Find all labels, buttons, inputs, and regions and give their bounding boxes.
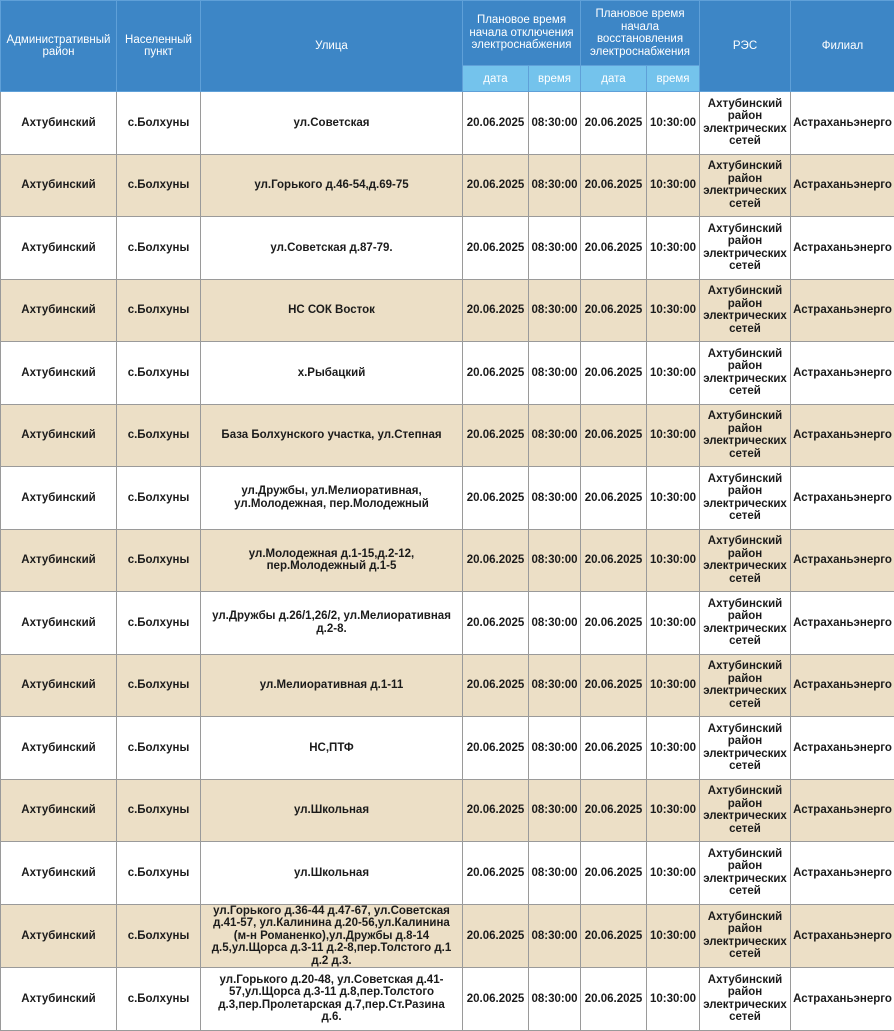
- cell-on-date: 20.06.2025: [581, 968, 647, 1031]
- cell-locality: с.Болхуны: [117, 342, 201, 405]
- cell-street: ул.Советская: [201, 92, 463, 155]
- cell-on-date: 20.06.2025: [581, 717, 647, 780]
- cell-street: ул.Молодежная д.1-15,д.2-12, пер.Молодежный д.1-5: [201, 529, 463, 592]
- cell-district: Ахтубинский: [1, 404, 117, 467]
- cell-district: Ахтубинский: [1, 592, 117, 655]
- cell-locality: с.Болхуны: [117, 717, 201, 780]
- cell-branch: Астраханьэнерго: [791, 342, 894, 405]
- cell-off-time: 08:30:00: [529, 92, 581, 155]
- cell-on-date: 20.06.2025: [581, 92, 647, 155]
- cell-on-date: 20.06.2025: [581, 404, 647, 467]
- cell-res: Ахтубинский район электрических сетей: [700, 529, 791, 592]
- cell-off-time: 08:30:00: [529, 467, 581, 530]
- table-row: [1, 717, 894, 780]
- cell-off-date: 20.06.2025: [463, 279, 529, 342]
- cell-on-time: 10:30:00: [647, 968, 700, 1031]
- header-street: Улица: [201, 1, 463, 92]
- cell-off-time: 08:30:00: [529, 654, 581, 717]
- cell-off-time: 08:30:00: [529, 529, 581, 592]
- subheader-on-time: время: [647, 66, 700, 92]
- table-row: [1, 592, 894, 655]
- cell-street: ул.Дружбы, ул.Мелиоративная, ул.Молодежная, пер.Молодежный: [201, 467, 463, 530]
- cell-off-date: 20.06.2025: [463, 779, 529, 842]
- header-row: [1, 1, 894, 66]
- cell-res: Ахтубинский район электрических сетей: [700, 467, 791, 530]
- cell-district: Ахтубинский: [1, 842, 117, 905]
- cell-district: Ахтубинский: [1, 779, 117, 842]
- cell-on-time: 10:30:00: [647, 217, 700, 280]
- table-row: [1, 342, 894, 405]
- cell-on-time: 10:30:00: [647, 279, 700, 342]
- table-row: [1, 842, 894, 905]
- table-row: [1, 92, 894, 155]
- cell-on-date: 20.06.2025: [581, 654, 647, 717]
- cell-on-time: 10:30:00: [647, 342, 700, 405]
- cell-res: Ахтубинский район электрических сетей: [700, 217, 791, 280]
- cell-on-date: 20.06.2025: [581, 154, 647, 217]
- cell-locality: с.Болхуны: [117, 154, 201, 217]
- cell-on-date: 20.06.2025: [581, 279, 647, 342]
- table-header: [1, 1, 894, 92]
- subheader-off-date: дата: [463, 66, 529, 92]
- cell-off-time: 08:30:00: [529, 717, 581, 780]
- cell-off-time: 08:30:00: [529, 342, 581, 405]
- cell-locality: с.Болхуны: [117, 529, 201, 592]
- cell-branch: Астраханьэнерго: [791, 92, 894, 155]
- cell-street: ул.Мелиоративная д.1-11: [201, 654, 463, 717]
- cell-locality: с.Болхуны: [117, 592, 201, 655]
- cell-res: Ахтубинский район электрических сетей: [700, 904, 791, 968]
- cell-off-time: 08:30:00: [529, 154, 581, 217]
- cell-res: Ахтубинский район электрических сетей: [700, 717, 791, 780]
- cell-on-time: 10:30:00: [647, 592, 700, 655]
- cell-off-date: 20.06.2025: [463, 154, 529, 217]
- cell-street: ул.Школьная: [201, 779, 463, 842]
- cell-off-date: 20.06.2025: [463, 592, 529, 655]
- header-admin-district: Административный район: [1, 1, 117, 92]
- table-row: [1, 779, 894, 842]
- cell-locality: с.Болхуны: [117, 217, 201, 280]
- cell-district: Ахтубинский: [1, 467, 117, 530]
- cell-street: База Болхунского участка, ул.Степная: [201, 404, 463, 467]
- header-locality: Населенный пункт: [117, 1, 201, 92]
- cell-on-time: 10:30:00: [647, 154, 700, 217]
- header-res: РЭС: [700, 1, 791, 92]
- subheader-off-time: время: [529, 66, 581, 92]
- cell-branch: Астраханьэнерго: [791, 404, 894, 467]
- cell-res: Ахтубинский район электрических сетей: [700, 92, 791, 155]
- cell-district: Ахтубинский: [1, 279, 117, 342]
- cell-on-time: 10:30:00: [647, 92, 700, 155]
- cell-district: Ахтубинский: [1, 529, 117, 592]
- cell-on-date: 20.06.2025: [581, 529, 647, 592]
- cell-off-date: 20.06.2025: [463, 654, 529, 717]
- cell-street: НС СОК Восток: [201, 279, 463, 342]
- cell-on-date: 20.06.2025: [581, 842, 647, 905]
- cell-on-date: 20.06.2025: [581, 779, 647, 842]
- cell-off-time: 08:30:00: [529, 279, 581, 342]
- cell-on-date: 20.06.2025: [581, 217, 647, 280]
- cell-district: Ахтубинский: [1, 717, 117, 780]
- cell-branch: Астраханьэнерго: [791, 154, 894, 217]
- cell-locality: с.Болхуны: [117, 279, 201, 342]
- cell-locality: с.Болхуны: [117, 467, 201, 530]
- cell-on-time: 10:30:00: [647, 904, 700, 968]
- cell-branch: Астраханьэнерго: [791, 779, 894, 842]
- cell-on-time: 10:30:00: [647, 654, 700, 717]
- cell-off-date: 20.06.2025: [463, 842, 529, 905]
- cell-street: х.Рыбацкий: [201, 342, 463, 405]
- cell-district: Ахтубинский: [1, 968, 117, 1031]
- cell-branch: Астраханьэнерго: [791, 842, 894, 905]
- cell-on-time: 10:30:00: [647, 529, 700, 592]
- cell-locality: с.Болхуны: [117, 92, 201, 155]
- table-row: [1, 654, 894, 717]
- table-row: [1, 217, 894, 280]
- cell-res: Ахтубинский район электрических сетей: [700, 154, 791, 217]
- table-row: [1, 529, 894, 592]
- cell-street: ул.Школьная: [201, 842, 463, 905]
- cell-res: Ахтубинский район электрических сетей: [700, 592, 791, 655]
- cell-off-date: 20.06.2025: [463, 467, 529, 530]
- table-row: [1, 279, 894, 342]
- cell-on-time: 10:30:00: [647, 404, 700, 467]
- table-row: [1, 467, 894, 530]
- cell-district: Ахтубинский: [1, 342, 117, 405]
- cell-off-date: 20.06.2025: [463, 529, 529, 592]
- cell-branch: Астраханьэнерго: [791, 904, 894, 968]
- cell-res: Ахтубинский район электрических сетей: [700, 842, 791, 905]
- cell-off-time: 08:30:00: [529, 779, 581, 842]
- cell-off-date: 20.06.2025: [463, 92, 529, 155]
- cell-district: Ахтубинский: [1, 154, 117, 217]
- cell-branch: Астраханьэнерго: [791, 654, 894, 717]
- cell-locality: с.Болхуны: [117, 842, 201, 905]
- cell-street: ул.Дружбы д.26/1,26/2, ул.Мелиоративная д.2-8.: [201, 592, 463, 655]
- cell-off-date: 20.06.2025: [463, 717, 529, 780]
- table-row: [1, 904, 894, 968]
- cell-off-time: 08:30:00: [529, 592, 581, 655]
- table-row: [1, 404, 894, 467]
- cell-locality: с.Болхуны: [117, 968, 201, 1031]
- cell-off-date: 20.06.2025: [463, 404, 529, 467]
- cell-on-date: 20.06.2025: [581, 904, 647, 968]
- cell-on-time: 10:30:00: [647, 779, 700, 842]
- cell-district: Ахтубинский: [1, 654, 117, 717]
- table-body: [1, 92, 894, 1031]
- cell-street: ул.Горького д.36-44 д.47-67, ул.Советская д.41-57, ул.Калинина д.20-56,ул.Калинина (м-н Романенко),ул.Дружбы д.8-14 д.5,ул.Щорса д.3-11 д.2-8,пер.Толстого д.1 д.2 д.3.: [201, 904, 463, 968]
- cell-locality: с.Болхуны: [117, 779, 201, 842]
- cell-on-date: 20.06.2025: [581, 592, 647, 655]
- cell-branch: Астраханьэнерго: [791, 467, 894, 530]
- cell-on-date: 20.06.2025: [581, 467, 647, 530]
- cell-on-time: 10:30:00: [647, 467, 700, 530]
- cell-branch: Астраханьэнерго: [791, 279, 894, 342]
- cell-street: НС,ПТФ: [201, 717, 463, 780]
- header-planned-off: Плановое время начала отключения электроснабжения: [463, 1, 581, 66]
- cell-off-time: 08:30:00: [529, 968, 581, 1031]
- table-row: [1, 154, 894, 217]
- cell-locality: с.Болхуны: [117, 904, 201, 968]
- cell-district: Ахтубинский: [1, 92, 117, 155]
- header-planned-restore: Плановое время начала восстановления электроснабжения: [581, 1, 700, 66]
- cell-branch: Астраханьэнерго: [791, 717, 894, 780]
- cell-off-date: 20.06.2025: [463, 342, 529, 405]
- cell-off-time: 08:30:00: [529, 404, 581, 467]
- cell-off-time: 08:30:00: [529, 904, 581, 968]
- table-row: [1, 968, 894, 1031]
- cell-off-date: 20.06.2025: [463, 968, 529, 1031]
- cell-off-time: 08:30:00: [529, 217, 581, 280]
- cell-res: Ахтубинский район электрических сетей: [700, 404, 791, 467]
- cell-res: Ахтубинский район электрических сетей: [700, 279, 791, 342]
- cell-district: Ахтубинский: [1, 217, 117, 280]
- subheader-on-date: дата: [581, 66, 647, 92]
- cell-res: Ахтубинский район электрических сетей: [700, 779, 791, 842]
- cell-on-date: 20.06.2025: [581, 342, 647, 405]
- cell-res: Ахтубинский район электрических сетей: [700, 342, 791, 405]
- cell-off-time: 08:30:00: [529, 842, 581, 905]
- cell-street: ул.Советская д.87-79.: [201, 217, 463, 280]
- header-branch: Филиал: [791, 1, 894, 92]
- cell-branch: Астраханьэнерго: [791, 217, 894, 280]
- cell-res: Ахтубинский район электрических сетей: [700, 968, 791, 1031]
- cell-street: ул.Горького д.20-48, ул.Советская д.41-57,ул.Щорса д.3-11 д.8,пер.Толстого д.3,пер.Пролетарская д.7,пер.Ст.Разина д.6.: [201, 968, 463, 1031]
- cell-locality: с.Болхуны: [117, 404, 201, 467]
- cell-branch: Астраханьэнерго: [791, 529, 894, 592]
- cell-locality: с.Болхуны: [117, 654, 201, 717]
- cell-branch: Астраханьэнерго: [791, 592, 894, 655]
- cell-res: Ахтубинский район электрических сетей: [700, 654, 791, 717]
- cell-off-date: 20.06.2025: [463, 217, 529, 280]
- cell-district: Ахтубинский: [1, 904, 117, 968]
- cell-street: ул.Горького д.46-54,д.69-75: [201, 154, 463, 217]
- cell-branch: Астраханьэнерго: [791, 968, 894, 1031]
- cell-on-time: 10:30:00: [647, 842, 700, 905]
- cell-on-time: 10:30:00: [647, 717, 700, 780]
- cell-off-date: 20.06.2025: [463, 904, 529, 968]
